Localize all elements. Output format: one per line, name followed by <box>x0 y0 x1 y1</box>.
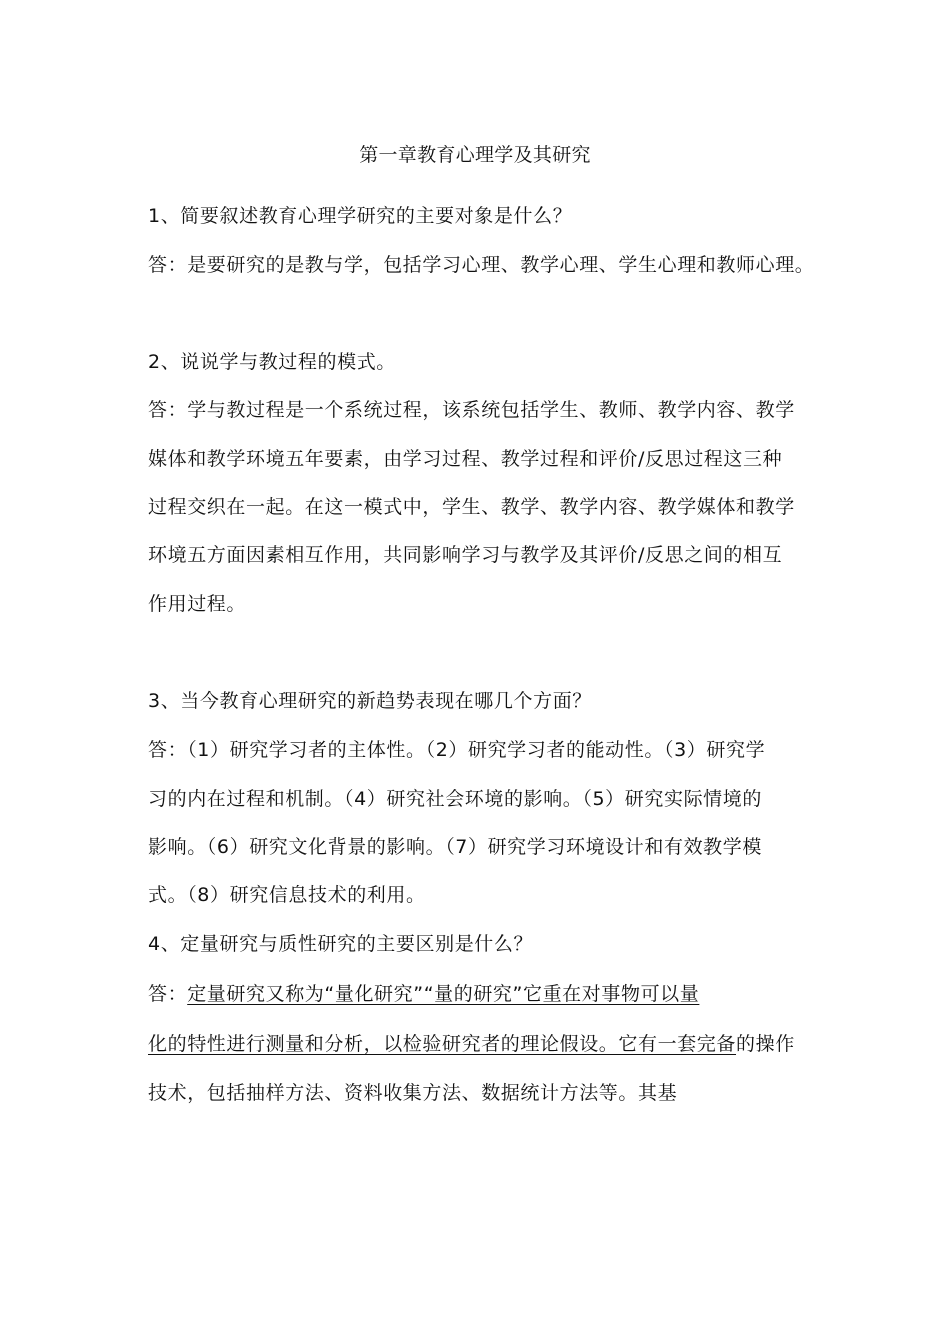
answer-2-line-3: 过程交织在一起。在这一模式中，学生、教学、教学内容、教学媒体和教学 <box>148 496 795 518</box>
answer-1: 答：是要研究的是教与学，包括学习心理、教学心理、学生心理和教师心理。 <box>148 254 815 276</box>
answer-2-line-4: 环境五方面因素相互作用，共同影响学习与教学及其评价/反思之间的相互 <box>148 544 783 566</box>
answer-3-line-3: 影响。（6）研究文化背景的影响。（7）研究学习环境设计和有效教学模 <box>148 836 762 858</box>
answer-3-line-2: 习的内在过程和机制。（4）研究社会环境的影响。（5）研究实际情境的 <box>148 788 762 810</box>
answer-3-line-1: 答：（1）研究学习者的主体性。（2）研究学习者的能动性。（3）研究学 <box>148 739 766 761</box>
answer-2-line-1: 答：学与教过程是一个系统过程，该系统包括学生、教师、教学内容、教学 <box>148 399 795 421</box>
question-1: 1、简要叙述教育心理学研究的主要对象是什么？ <box>148 205 573 227</box>
answer-4-line-2-rest: 的操作 <box>736 1033 795 1055</box>
question-4: 4、定量研究与质性研究的主要区别是什么？ <box>148 933 534 955</box>
answer-2-line-2: 媒体和教学环境五年要素，由学习过程、教学过程和评价/反思过程这三种 <box>148 448 783 470</box>
answer-4-underlined-text-2: 化的特性进行测量和分析，以检验研究者的理论假设。它有一套完备 <box>148 1033 737 1055</box>
answer-4-line-3: 技术，包括抽样方法、资料收集方法、数据统计方法等。其基 <box>148 1082 678 1104</box>
answer-3-line-4: 式。（8）研究信息技术的利用。 <box>148 884 426 906</box>
chapter-title: 第一章教育心理学及其研究 <box>359 144 591 166</box>
answer-4-line-1 <box>148 980 699 1008</box>
question-2: 2、说说学与教过程的模式。 <box>148 351 396 373</box>
question-3: 3、当今教育心理研究的新趋势表现在哪几个方面？ <box>148 690 592 712</box>
answer-4-line-2 <box>148 1030 795 1058</box>
answer-2-line-5: 作用过程。 <box>148 593 247 615</box>
answer-4-underlined-text-1: 定量研究又称为“量化研究”“量的研究”它重在对事物可以量 <box>187 983 700 1005</box>
answer-4-prefix: 答： <box>148 983 188 1005</box>
